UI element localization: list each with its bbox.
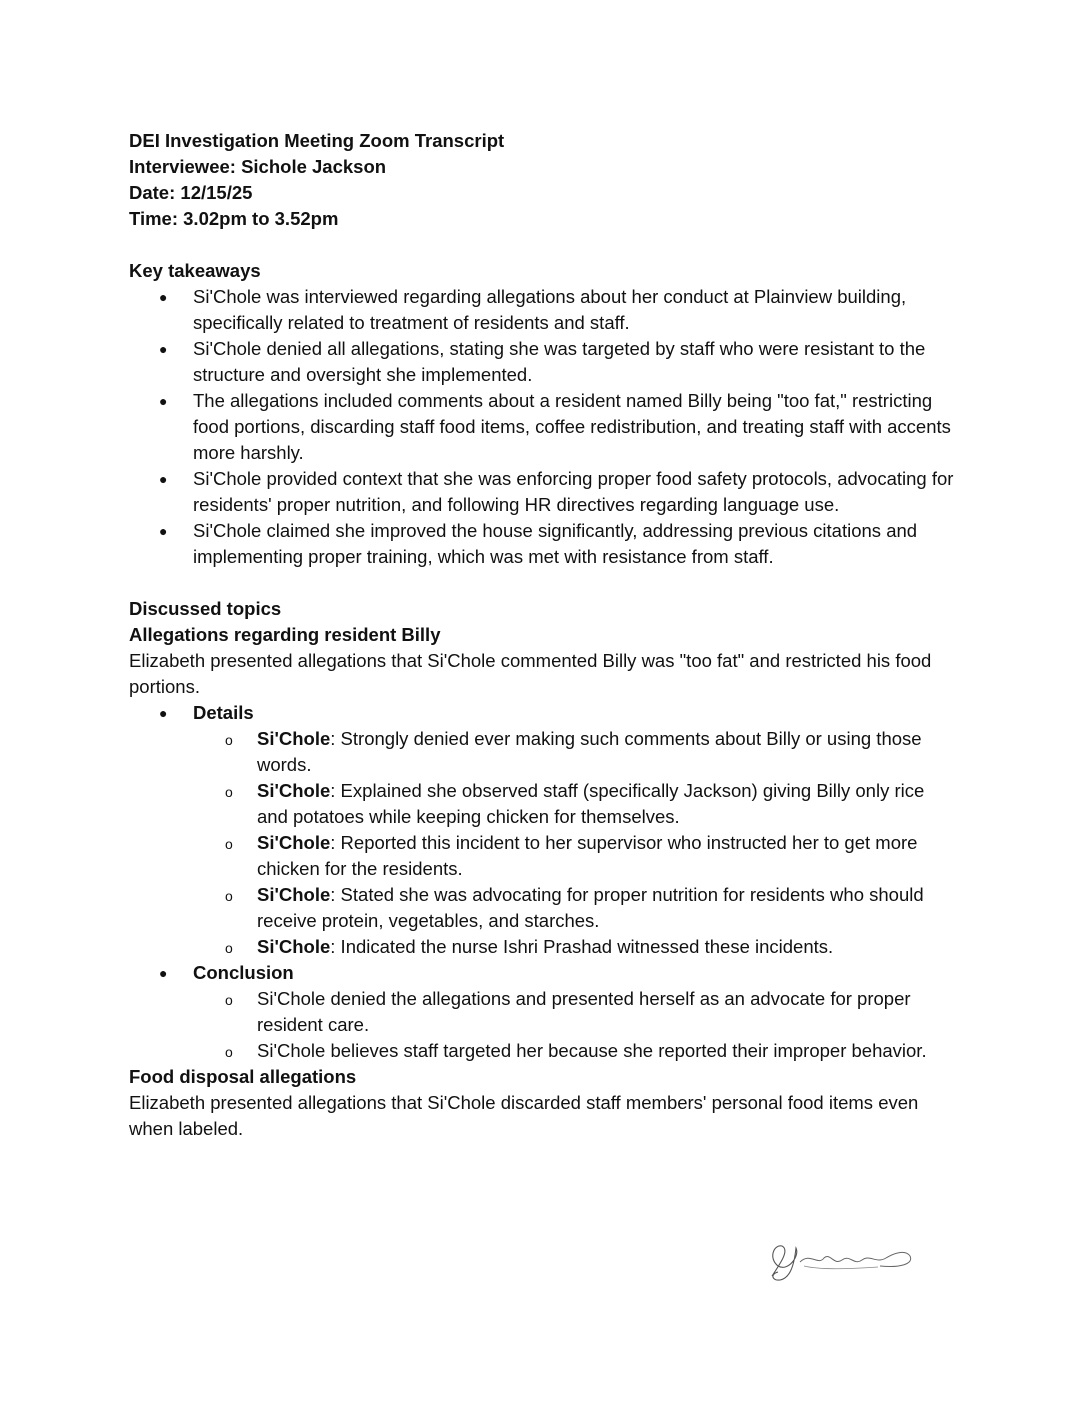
- list-item: ● The allegations included comments about a resident named Billy being "too fat," restricting food portions, discarding staff food items, coffee redistribution, and treating staff with accents more harshly.: [159, 390, 951, 463]
- list-item: o Si'Chole: Indicated the nurse Ishri Prashad witnessed these incidents.: [129, 934, 959, 960]
- list-item: ● Si'Chole provided context that she was enforcing proper food safety protocols, advocating for residents' proper nutrition, and following HR directives regarding language use.: [159, 468, 954, 515]
- bullet-icon: ●: [159, 471, 168, 487]
- list-item: o Si'Chole: Strongly denied ever making such comments about Billy or using those words.: [225, 728, 922, 775]
- list-item: ● Si'Chole was interviewed regarding allegations about her conduct at Plainview building, specifically related to treatment of residents and staff.: [159, 286, 907, 333]
- sub-bullet-icon: o: [225, 784, 233, 800]
- list-item: o Si'Chole: Stated she was advocating for proper nutrition for residents who should receive protein, vegetables, and starches.: [225, 884, 924, 931]
- list-item: ● Si'Chole denied all allegations, stating she was targeted by staff who were resistant to the structure and oversight she implemented.: [159, 338, 926, 385]
- food-disposal-heading: Food disposal allegations: [129, 1066, 357, 1087]
- time: Time: 3.02pm to 3.52pm: [129, 208, 339, 229]
- sub-bullet-icon: o: [225, 992, 233, 1008]
- signature-image: [760, 1236, 920, 1286]
- bullet-icon: ●: [159, 341, 168, 357]
- food-disposal-intro: Elizabeth presented allegations that Si'Chole discarded staff members' personal food items even when labeled.: [129, 1092, 919, 1139]
- billy-heading: Allegations regarding resident Billy: [129, 624, 441, 645]
- conclusion-item: [129, 960, 959, 1064]
- sub-bullet-icon: o: [225, 732, 233, 748]
- bullet-icon: ●: [159, 523, 168, 539]
- billy-intro: Elizabeth presented allegations that Si'Chole commented Billy was "too fat" and restricted his food portions.: [129, 650, 932, 697]
- billy-sections: [129, 700, 959, 1064]
- list-item: o Si'Chole denied the allegations and presented herself as an advocate for proper resident care.: [225, 988, 911, 1035]
- bullet-icon: ●: [159, 393, 168, 409]
- sub-bullet-icon: o: [225, 836, 233, 852]
- document-body: [129, 128, 959, 1142]
- bullet-icon: ●: [159, 965, 168, 981]
- key-takeaways-heading: Key takeaways: [129, 260, 261, 281]
- details-list: [193, 726, 959, 960]
- conclusion-list: [193, 986, 959, 1064]
- sub-bullet-icon: o: [225, 1044, 233, 1060]
- interviewee: Interviewee: Sichole Jackson: [129, 156, 387, 177]
- sub-bullet-icon: o: [225, 888, 233, 904]
- key-takeaways-list: [129, 284, 959, 570]
- bullet-icon: ●: [159, 705, 168, 721]
- list-item: ● Si'Chole claimed she improved the house significantly, addressing previous citations and implementing proper training, which was met with resistance from staff.: [159, 520, 918, 567]
- list-item: o Si'Chole: Reported this incident to her supervisor who instructed her to get more chicken for the residents.: [225, 832, 918, 879]
- doc-title: DEI Investigation Meeting Zoom Transcript: [129, 130, 505, 151]
- sub-bullet-icon: o: [225, 940, 233, 956]
- conclusion-label: Conclusion: [193, 962, 294, 983]
- details-item: [129, 700, 959, 960]
- list-item: o Si'Chole: Explained she observed staff (specifically Jackson) giving Billy only rice and potatoes while keeping chicken for themselves.: [225, 780, 925, 827]
- discussed-topics-heading: Discussed topics: [129, 598, 282, 619]
- bullet-icon: ●: [159, 289, 168, 305]
- details-label: Details: [193, 702, 254, 723]
- date: Date: 12/15/25: [129, 182, 253, 203]
- list-item: o Si'Chole believes staff targeted her because she reported their improper behavior.: [129, 1038, 959, 1064]
